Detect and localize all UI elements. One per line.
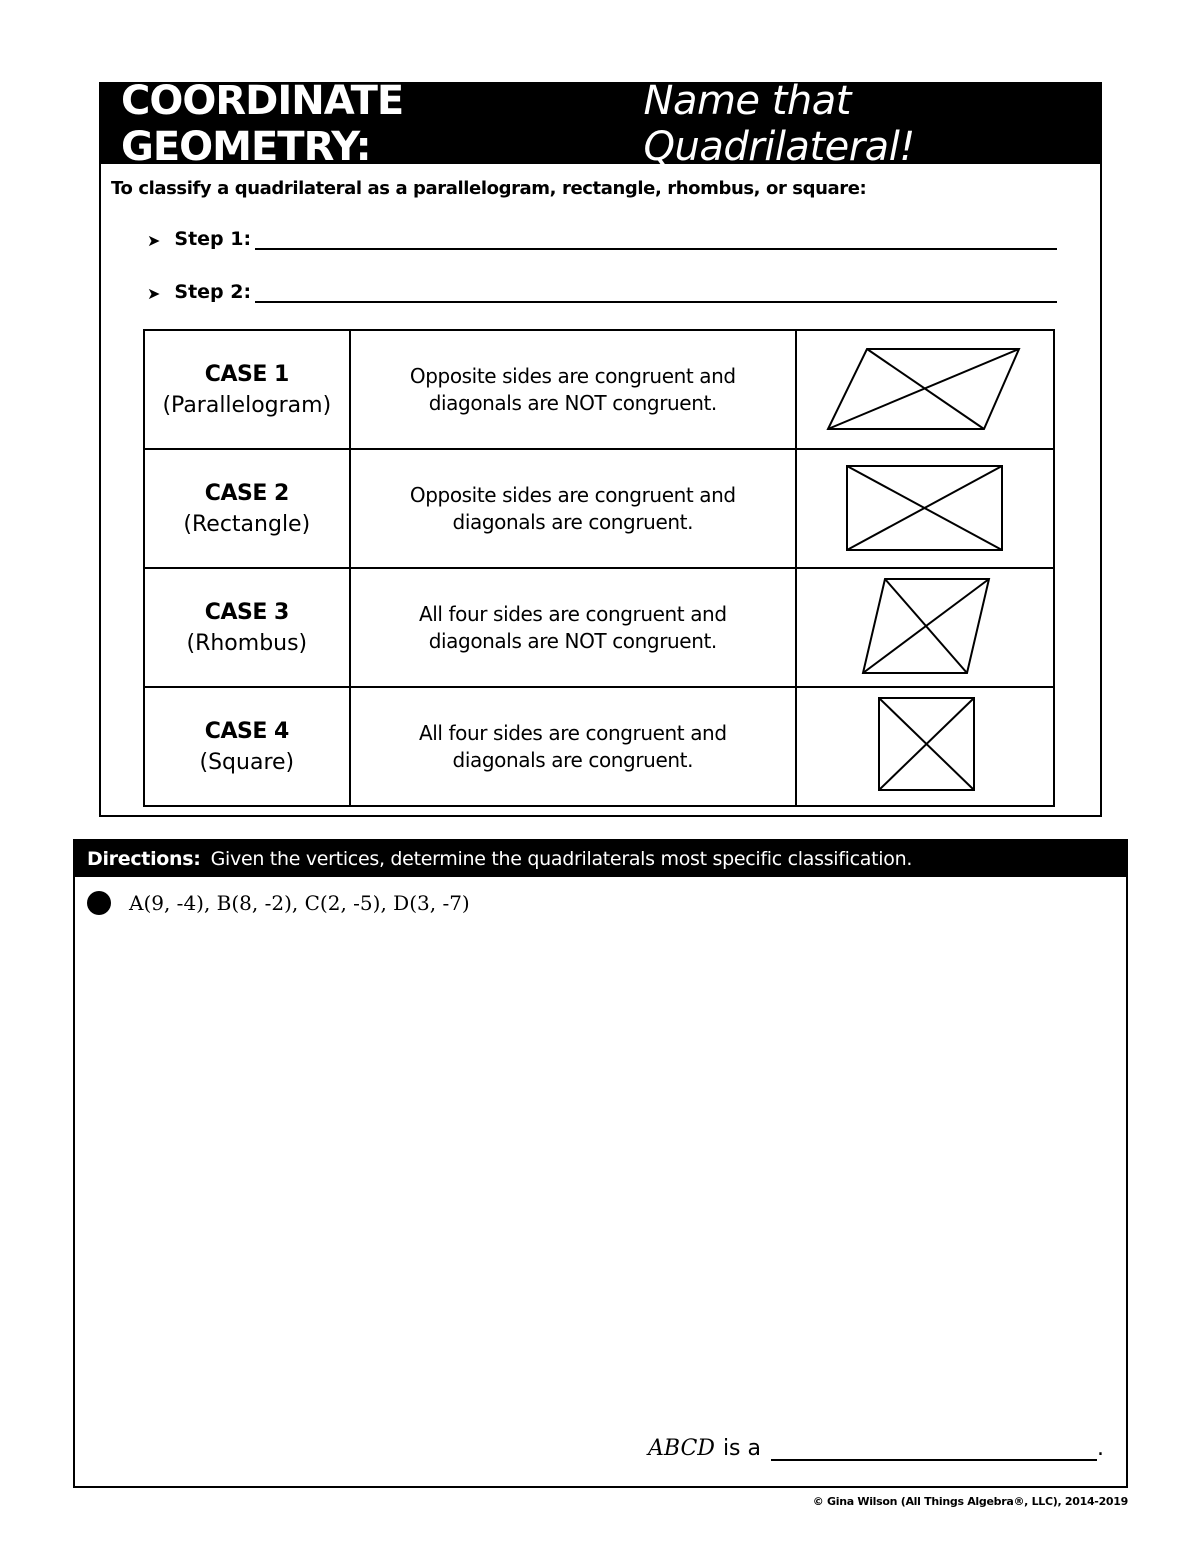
rectangle-diagram [797,450,1053,563]
step-2 [147,281,1057,303]
intro-text: To classify a quadrilateral as a parallelogram, rectangle, rhombus, or square: [111,178,867,199]
case-type: (Rectangle) [183,511,311,537]
cases-table [143,329,1055,807]
copyright-text: © Gina Wilson (All Things Algebra®, LLC), 2014-2019 [812,1495,1128,1508]
answer-blank[interactable] [771,1439,1097,1461]
case-name-cell [144,687,350,806]
case-row [144,568,1054,687]
directions-text: Given the vertices, determine the quadrilaterals most specific classification. [210,848,913,870]
title-bar [101,78,1100,170]
case-row [144,330,1054,449]
case-figure-cell [796,330,1054,449]
arrow-icon: ➤ [147,284,161,303]
desc-line: Opposite sides are congruent and [409,482,736,507]
step-1-label: Step 1: [174,228,252,250]
desc-line: All four sides are congruent and [418,601,727,626]
case-name-cell [144,568,350,687]
case-description [350,568,796,687]
square-diagram [797,688,1053,801]
desc-line: diagonals are NOT congruent. [428,628,717,653]
step-2-label: Step 2: [174,281,252,303]
case-figure-cell [796,687,1054,806]
desc-line: Opposite sides are congruent and [409,363,736,388]
case-name-cell [144,449,350,568]
case-number: CASE 3 [204,599,289,625]
answer-line [648,1436,1104,1461]
case-figure-cell [796,568,1054,687]
quadrilateral-name: ABCD [648,1436,715,1461]
case-figure-cell [796,449,1054,568]
case-type: (Parallelogram) [162,392,332,418]
case-row [144,687,1054,806]
directions-label: Directions: [87,848,201,870]
parallelogram-diagram [797,331,1053,444]
problem-1 [87,891,470,915]
title-subtitle: Name that Quadrilateral! [643,78,915,170]
case-description [350,449,796,568]
case-number: CASE 1 [204,361,289,387]
vertices-text: A(9, -4), B(8, -2), C(2, -5), D(3, -7) [129,891,470,915]
desc-line: diagonals are NOT congruent. [428,390,717,415]
notes-box [99,78,1102,817]
case-name-cell [144,330,350,449]
rhombus-diagram [797,569,1053,682]
case-type: (Square) [199,749,295,775]
arrow-icon: ➤ [147,231,161,250]
desc-line: diagonals are congruent. [452,509,694,534]
case-number: CASE 4 [204,718,289,744]
case-number: CASE 2 [204,480,289,506]
step-2-blank[interactable] [255,283,1057,303]
desc-line: All four sides are congruent and [418,720,727,745]
case-description [350,330,796,449]
case-type: (Rhombus) [186,630,308,656]
step-1 [147,228,1057,250]
title-main: COORDINATE GEOMETRY: [121,78,404,170]
answer-period: . [1097,1436,1104,1461]
desc-line: diagonals are congruent. [452,747,694,772]
problem-number-bullet [87,891,111,915]
directions-bar [75,841,1126,877]
step-1-blank[interactable] [255,230,1057,250]
case-description [350,687,796,806]
problem-box [73,839,1128,1488]
case-row [144,449,1054,568]
answer-text: is a [722,1436,761,1461]
